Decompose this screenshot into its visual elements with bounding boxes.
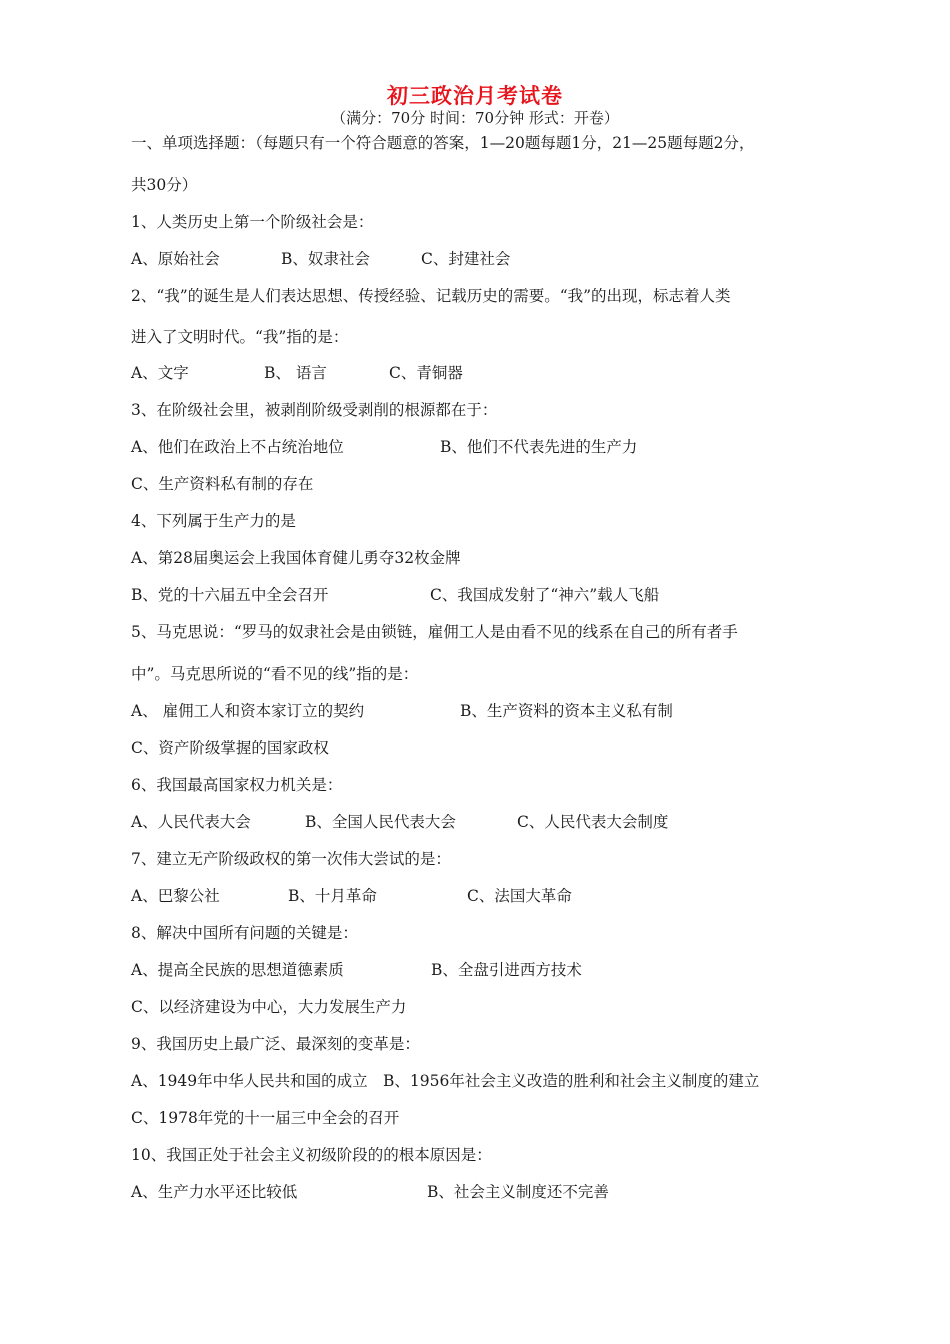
question-10-option-b: B、社会主义制度还不完善 [427, 1183, 609, 1201]
question-2-stem-line1: 2、“我”的诞生是人们表达思想、传授经验、记载历史的需要。“我”的出现，标志着人类 [131, 287, 731, 305]
question-3-option-b: B、他们不代表先进的生产力 [440, 438, 638, 456]
exam-subtitle: （满分：70分 时间：70分钟 形式：开卷） [331, 109, 619, 127]
question-10-option-a: A、生产力水平还比较低 [131, 1183, 298, 1201]
question-6-option-c: C、人民代表大会制度 [517, 813, 669, 831]
question-7-option-b: B、十月革命 [288, 887, 377, 905]
question-6-stem: 6、我国最高国家权力机关是： [131, 776, 343, 794]
question-5-option-a: A、 雇佣工人和资本家订立的契约 [131, 702, 365, 720]
question-9-option-a: A、1949年中华人民共和国的成立 [131, 1072, 368, 1090]
question-2-stem-line2: 进入了文明时代。“我”指的是： [131, 328, 349, 346]
question-6-option-b: B、全国人民代表大会 [305, 813, 456, 831]
question-2-option-c: C、青铜器 [389, 364, 463, 382]
question-1-option-c: C、封建社会 [421, 250, 511, 268]
question-8-stem: 8、解决中国所有问题的关键是： [131, 924, 358, 942]
question-10-stem: 10、我国正处于社会主义初级阶段的的根本原因是： [131, 1146, 492, 1164]
question-8-option-c: C、以经济建设为中心，大力发展生产力 [131, 998, 407, 1016]
question-7-stem: 7、建立无产阶级政权的第一次伟大尝试的是： [131, 850, 451, 868]
question-8-option-b: B、全盘引进西方技术 [431, 961, 582, 979]
question-1-option-a: A、原始社会 [131, 250, 220, 268]
question-5-option-b: B、生产资料的资本主义私有制 [460, 702, 673, 720]
question-9-option-b: B、1956年社会主义改造的胜利和社会主义制度的建立 [383, 1072, 760, 1090]
question-2-option-a: A、文字 [131, 364, 189, 382]
question-3-option-a: A、他们在政治上不占统治地位 [131, 438, 344, 456]
question-3-stem: 3、在阶级社会里，被剥削阶级受剥削的根源都在于： [131, 401, 498, 419]
section-heading-line1: 一、单项选择题：（每题只有一个符合题意的答案，1—20题每题1分，21—25题每题2分， [131, 134, 755, 152]
question-4-option-a: A、第28届奥运会上我国体育健儿勇夺32枚金牌 [131, 549, 461, 567]
question-9-stem: 9、我国历史上最广泛、最深刻的变革是： [131, 1035, 420, 1053]
question-3-option-c: C、生产资料私有制的存在 [131, 475, 314, 493]
section-heading-line2: 共30分） [131, 176, 198, 194]
exam-title: 初三政治月考试卷 [387, 83, 563, 108]
question-2-option-b: B、 语言 [264, 364, 327, 382]
question-5-stem-line1: 5、马克思说：“罗马的奴隶社会是由锁链，雇佣工人是由看不见的线系在自己的所有者手 [131, 623, 738, 641]
question-7-option-a: A、巴黎公社 [131, 887, 220, 905]
question-7-option-c: C、法国大革命 [467, 887, 572, 905]
question-6-option-a: A、人民代表大会 [131, 813, 251, 831]
question-5-option-c: C、资产阶级掌握的国家政权 [131, 739, 329, 757]
question-9-option-c: C、1978年党的十一届三中全会的召开 [131, 1109, 400, 1127]
question-1-option-b: B、奴隶社会 [281, 250, 370, 268]
question-5-stem-line2: 中”。马克思所说的“看不见的线”指的是： [131, 665, 419, 683]
question-4-option-c: C、我国成发射了“神六”载人飞船 [430, 586, 660, 604]
question-4-stem: 4、下列属于生产力的是 [131, 512, 296, 530]
question-4-option-b: B、党的十六届五中全会召开 [131, 586, 329, 604]
question-1-stem: 1、人类历史上第一个阶级社会是： [131, 213, 374, 231]
question-8-option-a: A、提高全民族的思想道德素质 [131, 961, 344, 979]
